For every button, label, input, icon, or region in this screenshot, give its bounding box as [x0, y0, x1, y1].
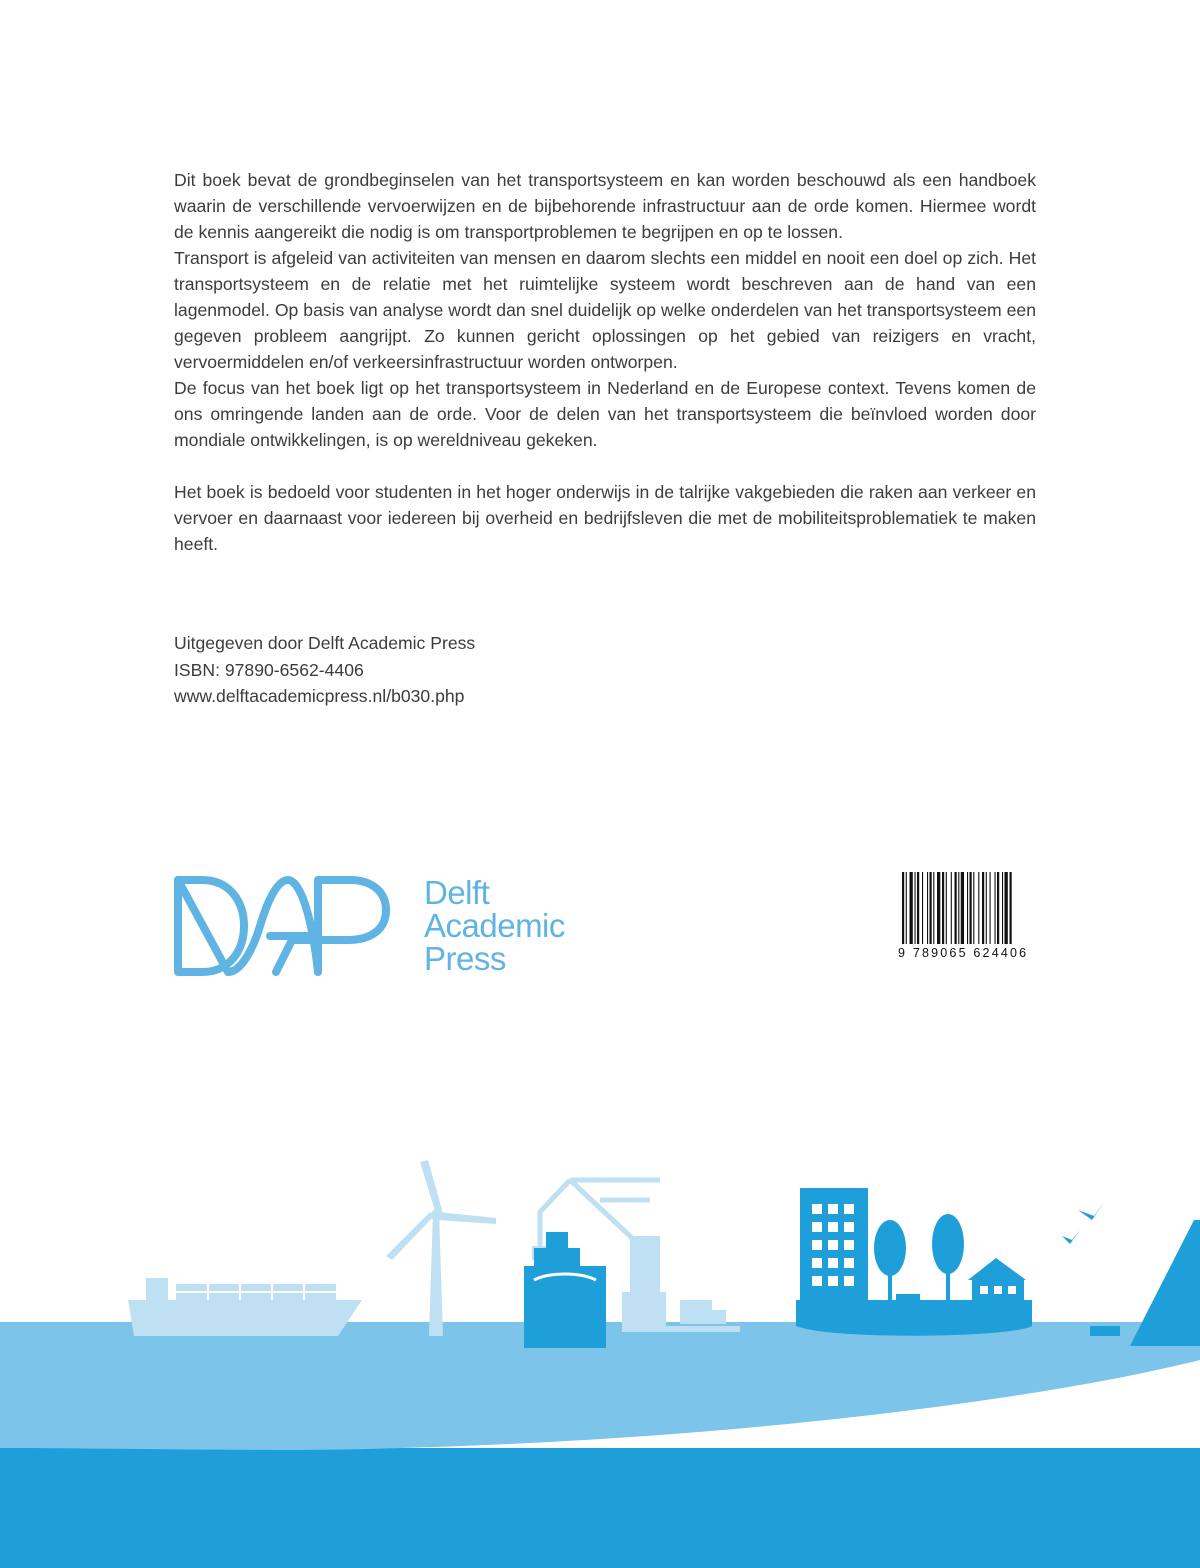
publisher-logo-text — [424, 876, 565, 975]
publisher-line: Uitgegeven door Delft Academic Press — [174, 633, 476, 653]
barcode-bar — [922, 872, 923, 944]
isbn-line: ISBN: 97890-6562-4406 — [174, 659, 364, 680]
blurb-paragraph-1: Dit boek bevat de grondbeginselen van het transportsysteem en kan worden beschouwd als een handboek waarin de verschillende vervoerwijzen en de bijbehorende infrastructuur aan de orde komen. Hiermee wordt de kennis aangereikt die nodig is om transportproblemen te begrijpen en op te lossen. — [174, 170, 1036, 242]
logo-line-academic: Academic — [424, 907, 565, 944]
barcode-bar — [995, 872, 996, 944]
sea-deep-band — [0, 1448, 1200, 1568]
barcode-bar — [978, 872, 979, 944]
barcode-bar — [997, 872, 999, 944]
barcode-bar — [917, 872, 919, 944]
bird-icon — [1062, 1202, 1104, 1244]
website-link[interactable]: www.delftacademicpress.nl/b030.php — [174, 686, 465, 706]
barcode-bar — [930, 872, 932, 944]
truck-icon — [660, 1300, 740, 1332]
barcode-bar — [955, 872, 957, 944]
barcode-bar — [951, 872, 952, 944]
barcode-bar — [1002, 872, 1003, 944]
publisher-info — [174, 630, 475, 710]
blurb-paragraph-3: De focus van het boek ligt op het transportsysteem in Nederland en de Europese context. Tevens komen de ons omringende landen aan de orde. Voor de delen van het transportsysteem die beïnvloed worden door mondiale ontwikkelingen, is op wereldniveau gekeken. — [174, 378, 1036, 450]
barcode-bar — [990, 872, 991, 944]
barcode-bar — [906, 872, 907, 944]
barcode-bar — [942, 872, 944, 944]
barcode-bar — [1010, 872, 1012, 944]
transport-skyline-illustration — [0, 1150, 1200, 1568]
container-ship-icon — [128, 1278, 362, 1336]
barcode-bar — [986, 872, 987, 944]
barcode-bar — [973, 872, 974, 944]
barcode-bar — [1005, 872, 1008, 944]
ferry-icon — [524, 1232, 606, 1348]
bridge-pylon — [1130, 1220, 1200, 1346]
barcode-bar — [927, 872, 928, 944]
logo-line-delft: Delft — [424, 874, 490, 911]
barcode-bar — [902, 872, 904, 944]
barcode-bar — [982, 872, 984, 944]
barcode-digits: 9 789065 624406 — [898, 946, 1029, 960]
barcode-bar — [961, 872, 964, 944]
back-cover-blurb — [174, 167, 1036, 557]
barcode-bar — [933, 872, 934, 944]
barcode-bar — [946, 872, 947, 944]
barcode-bar — [958, 872, 959, 944]
logo-line-press: Press — [424, 940, 506, 977]
wind-turbine-icon — [386, 1160, 496, 1336]
blurb-paragraph-4: Het boek is bedoeld voor studenten in het hoger onderwijs in de talrijke vakgebieden die raken aan verkeer en vervoer en daarnaast voor iedereen bij overheid en bedrijfsleven die met de mobiliteitsproblematiek te maken heeft. — [174, 482, 1036, 554]
barcode-bar — [967, 872, 968, 944]
barcode-bar — [915, 872, 916, 944]
dap-logo-icon — [172, 876, 404, 980]
blurb-paragraph-2: Transport is afgeleid van activiteiten van mensen en daarom slechts een middel en nooit een doel op zich. Het transportsysteem en de relatie met het ruimtelijke systeem wordt beschreven aan de hand van een lagenmodel. Op basis van analyse wordt dan snel duidelijk op welke onderdelen van het transportsysteem een gegeven probleem aangrijpt. Zo kunnen gericht oplossingen op het gebied van reizigers en vracht, vervoermiddelen en/of verkeersinfrastructuur worden ontworpen. — [174, 248, 1036, 372]
barcode-icon — [900, 872, 1040, 946]
barcode-bar — [970, 872, 972, 944]
barcode-bar — [937, 872, 940, 944]
barcode-bar — [910, 872, 913, 944]
